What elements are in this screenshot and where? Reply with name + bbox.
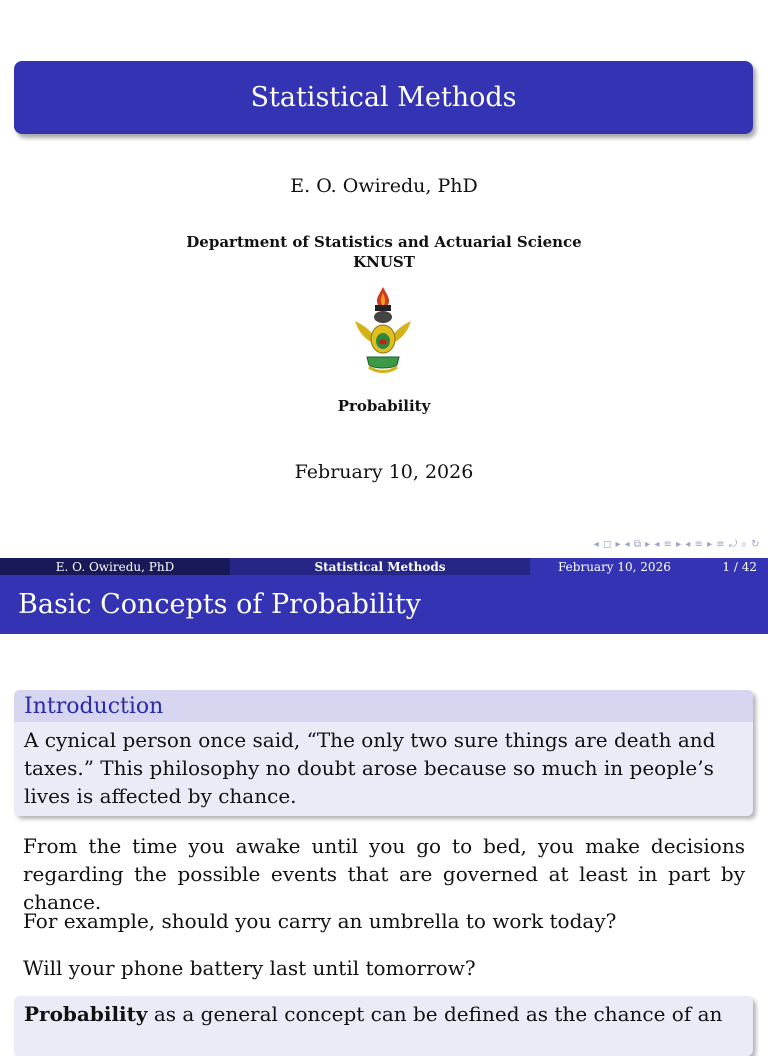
department-name: Department of Statistics and Actuarial Science [186,233,582,251]
footer-date-page [530,558,768,575]
paragraph-decisions: From the time you awake until you go to bed, you make decisions regarding the possible events that are governed at least in part by chance. [23,834,745,914]
paragraph-umbrella: For example, should you carry an umbrella to work today? [23,909,617,933]
author-name: E. O. Owiredu, PhD [290,175,478,197]
presentation-date: February 10, 2026 [294,461,474,483]
footer-date: February 10, 2026 [558,559,671,574]
block-title: Introduction [14,690,753,722]
introduction-block [14,690,753,816]
probability-definition-block [14,996,753,1056]
knust-crest-logo [351,285,415,377]
block-body: A cynical person once said, “The only two sure things are death and taxes.” This philosophy no doubt arose because so much in people’s lives is affected by chance. [24,728,716,808]
paragraph-battery: Will your phone battery last until tomorrow? [23,956,476,980]
institution-name: KNUST [353,253,415,271]
footer-author: E. O. Owiredu, PhD [0,558,230,575]
footer-title: Statistical Methods [230,558,530,575]
footer-page-number: 1 / 42 [722,559,757,574]
presentation-title: Statistical Methods [14,61,753,134]
slide-subtitle: Probability [337,397,431,415]
probability-definition-text: as a general concept can be defined as the chance of an [147,1002,723,1026]
affiliation [0,232,768,272]
beamer-navigation-controls[interactable]: ◂ ◻ ▸ ◂ ⧉ ▸ ◂ ≡ ▸ ◂ ≡ ▸ ≡ ⤾ ⌕ ↻ [593,539,760,550]
frame-title: Basic Concepts of Probability [0,575,768,634]
footer-bar [0,558,768,575]
probability-term: Probability [24,1002,148,1026]
